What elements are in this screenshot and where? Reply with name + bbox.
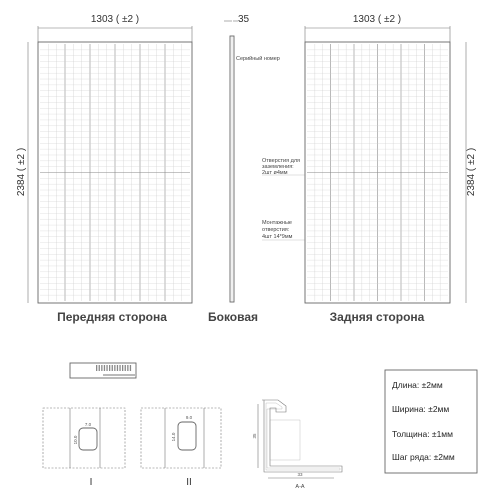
connector-slot <box>106 365 107 371</box>
connector-slot <box>101 365 102 371</box>
grounding-note-line3: 2шт ø4мм <box>262 170 288 176</box>
detail-2-label: II <box>186 477 192 488</box>
back-view <box>262 14 477 303</box>
section-width-label: 33 <box>297 472 303 477</box>
grounding-note-line1: Отверстия для <box>262 158 301 164</box>
front-view-caption: Передняя сторона <box>57 310 167 324</box>
detail-1-dim-a: 7.0 <box>84 422 92 427</box>
connector-slot <box>109 365 110 371</box>
connector-slot <box>127 365 128 371</box>
detail-1 <box>43 408 125 488</box>
connector-slot <box>119 365 120 371</box>
mounting-note-line2: отверстия: <box>262 227 290 233</box>
mounting-note-line3: 4шт 14*9мм <box>262 234 293 240</box>
connector-slot <box>96 365 97 371</box>
section-a-a <box>252 400 342 490</box>
detail-1-dim-b: 10.0 <box>73 435 78 445</box>
tolerance-table <box>385 370 477 473</box>
connector-slot <box>130 365 131 371</box>
connector-slot <box>104 365 105 371</box>
detail-1-slot <box>79 428 97 450</box>
front-view <box>16 14 192 303</box>
section-profile-outer <box>262 400 342 472</box>
section-height-label: 35 <box>252 433 257 439</box>
serial-number-note: Серийный номер <box>236 56 280 62</box>
front-width-label: 1303 ( ±2 ) <box>90 14 140 25</box>
back-height-label: 2384 ( ±2 ) <box>466 147 477 197</box>
tolerance-length: Длина: ±2мм <box>392 380 443 390</box>
detail-2-dim-b: 14.0 <box>171 432 176 442</box>
section-cavity <box>270 420 300 460</box>
grounding-note-line2: заземления: <box>262 164 294 170</box>
tolerance-width: Ширина: ±2мм <box>392 404 450 414</box>
connector-slot <box>125 365 126 371</box>
connector-strip <box>70 363 136 378</box>
connector-slot <box>117 365 118 371</box>
side-view-caption: Боковая <box>207 310 259 324</box>
connector-slot <box>99 365 100 371</box>
detail-2-slot <box>178 422 196 450</box>
detail-2-dim-a: 9.0 <box>185 415 193 420</box>
mounting-note-line1: Монтажные <box>262 220 292 226</box>
thickness-label: 35 <box>238 14 250 25</box>
back-width-label: 1303 ( ±2 ) <box>352 14 402 25</box>
connector-slot <box>114 365 115 371</box>
tolerance-row-pitch: Шаг ряда: ±2мм <box>392 452 455 462</box>
detail-2 <box>141 408 221 488</box>
section-label: A-A <box>295 484 305 490</box>
tolerance-thickness: Толщина: ±1мм <box>392 429 453 439</box>
back-view-caption: Задняя сторона <box>329 310 425 324</box>
connector-slot <box>112 365 113 371</box>
connector-slot <box>122 365 123 371</box>
detail-1-label: I <box>89 477 93 488</box>
front-height-label: 2384 ( ±2 ) <box>16 147 27 197</box>
